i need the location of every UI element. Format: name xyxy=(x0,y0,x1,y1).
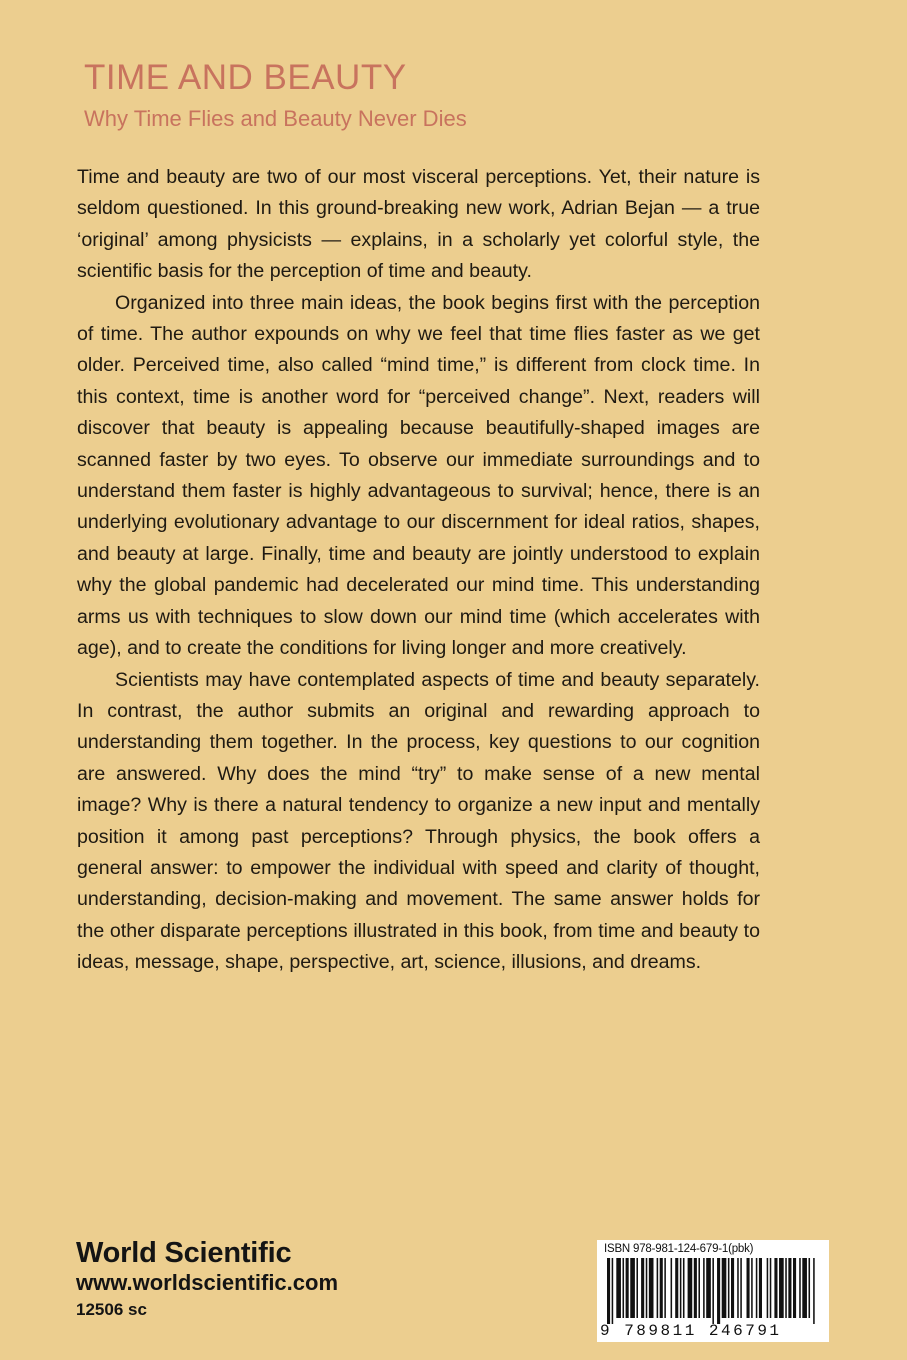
barcode-bar xyxy=(756,1258,758,1318)
barcode-bar xyxy=(703,1258,705,1318)
isbn-label: ISBN 978-981-124-679-1(pbk) xyxy=(604,1243,754,1255)
publisher-url: www.worldscientific.com xyxy=(76,1270,339,1295)
barcode-bar xyxy=(751,1258,753,1318)
barcode-bar xyxy=(722,1258,727,1318)
barcode-bar xyxy=(626,1258,629,1318)
barcode-bar xyxy=(740,1258,742,1318)
barcode-bar xyxy=(623,1258,625,1318)
barcode-bar xyxy=(747,1258,750,1318)
book-subtitle: Why Time Flies and Beauty Never Dies xyxy=(84,106,467,131)
barcode-bar xyxy=(809,1258,811,1318)
barcode-bar xyxy=(660,1258,663,1318)
barcode-bar xyxy=(646,1258,648,1318)
barcode-bar xyxy=(706,1258,711,1318)
isbn-barcode xyxy=(597,1240,829,1342)
blurb-paragraph-2: Organized into three main ideas, the book begins first with the perception of time. The author expounds on why we feel that time flies faster as we get older. Perceived time, also called “mind time,” is different from clock time. In this context, time is another word for “perceived change”. Next, readers will discover that beauty is appealing because beautifully-shaped images are scanned faster by two eyes. To observe our immediate surroundings and to understand them faster is highly advantageous to survival; hence, there is an underlying evolutionary advantage to our discernment for ideal ratios, shapes, and beauty at large. Finally, time and beauty are jointly understood to explain why the global pandemic had decelerated our mind time. This understanding arms us with techniques to slow down our mind time (which accelerates with age), and to create the conditions for living longer and more creatively. xyxy=(77,291,760,660)
barcode-bar xyxy=(664,1258,666,1318)
barcode-bar xyxy=(813,1258,815,1324)
barcode-bar xyxy=(802,1258,807,1318)
barcode-bar xyxy=(607,1258,610,1324)
blurb-paragraph-3: Scientists may have contemplated aspects of time and beauty separately. In contrast, the author submits an original and rewarding approach to understanding them together. In the process, key questions to our cognition are answered. Why does the mind “try” to make sense of a new mental image? Why is there a natural tendency to organize a new input and mentally position it among past perceptions? Through physics, the book offers a general answer: to empower the individual with speed and clarity of thought, understanding, decision-making and movement. The same answer holds for the other disparate perceptions illustrated in this book, from time and beauty to ideas, message, shape, perspective, art, science, illusions, and dreams. xyxy=(77,668,760,974)
barcode-bar xyxy=(779,1258,784,1318)
barcode-bar xyxy=(788,1258,791,1318)
barcode-bar xyxy=(680,1258,682,1318)
catalog-code: 12506 sc xyxy=(76,1300,147,1319)
barcode-bar xyxy=(694,1258,697,1318)
barcode-bar xyxy=(636,1258,638,1318)
barcode-bar xyxy=(785,1258,787,1318)
barcode-bar xyxy=(712,1258,714,1324)
barcode-digits: 9 789811 246791 xyxy=(600,1322,782,1340)
barcode-bar xyxy=(675,1258,678,1318)
blurb-text xyxy=(77,162,760,979)
barcode-bar xyxy=(759,1258,762,1318)
barcode-bar xyxy=(612,1258,614,1324)
barcode-bar xyxy=(671,1258,673,1318)
barcode-bar xyxy=(717,1258,720,1324)
barcode-bar xyxy=(728,1258,730,1318)
blurb-paragraph-1: Time and beauty are two of our most visceral perceptions. Yet, their nature is seldom questioned. In this ground-breaking new work, Adrian Bejan — a true ‘original’ among physicists — explains, in a scholarly yet colorful style, the scientific basis for the perception of time and beauty. xyxy=(77,166,760,283)
barcode-bar xyxy=(641,1258,644,1318)
barcode-bar xyxy=(657,1258,659,1318)
barcode-bar xyxy=(799,1258,801,1318)
publisher-name: World Scientific xyxy=(76,1237,292,1269)
barcode-bar xyxy=(793,1258,796,1318)
barcode-bar xyxy=(698,1258,700,1318)
barcode-bar xyxy=(767,1258,769,1318)
barcode-bar xyxy=(688,1258,693,1318)
barcode-bars xyxy=(603,1258,823,1324)
barcode-bar xyxy=(731,1258,734,1318)
barcode-bar xyxy=(770,1258,772,1318)
book-title: TIME AND BEAUTY xyxy=(84,58,407,97)
barcode-bar xyxy=(774,1258,777,1318)
barcode-bar xyxy=(649,1258,654,1318)
barcode-bar xyxy=(630,1258,635,1318)
barcode-bar xyxy=(616,1258,621,1318)
barcode-bar xyxy=(683,1258,685,1318)
barcode-bar xyxy=(737,1258,739,1318)
